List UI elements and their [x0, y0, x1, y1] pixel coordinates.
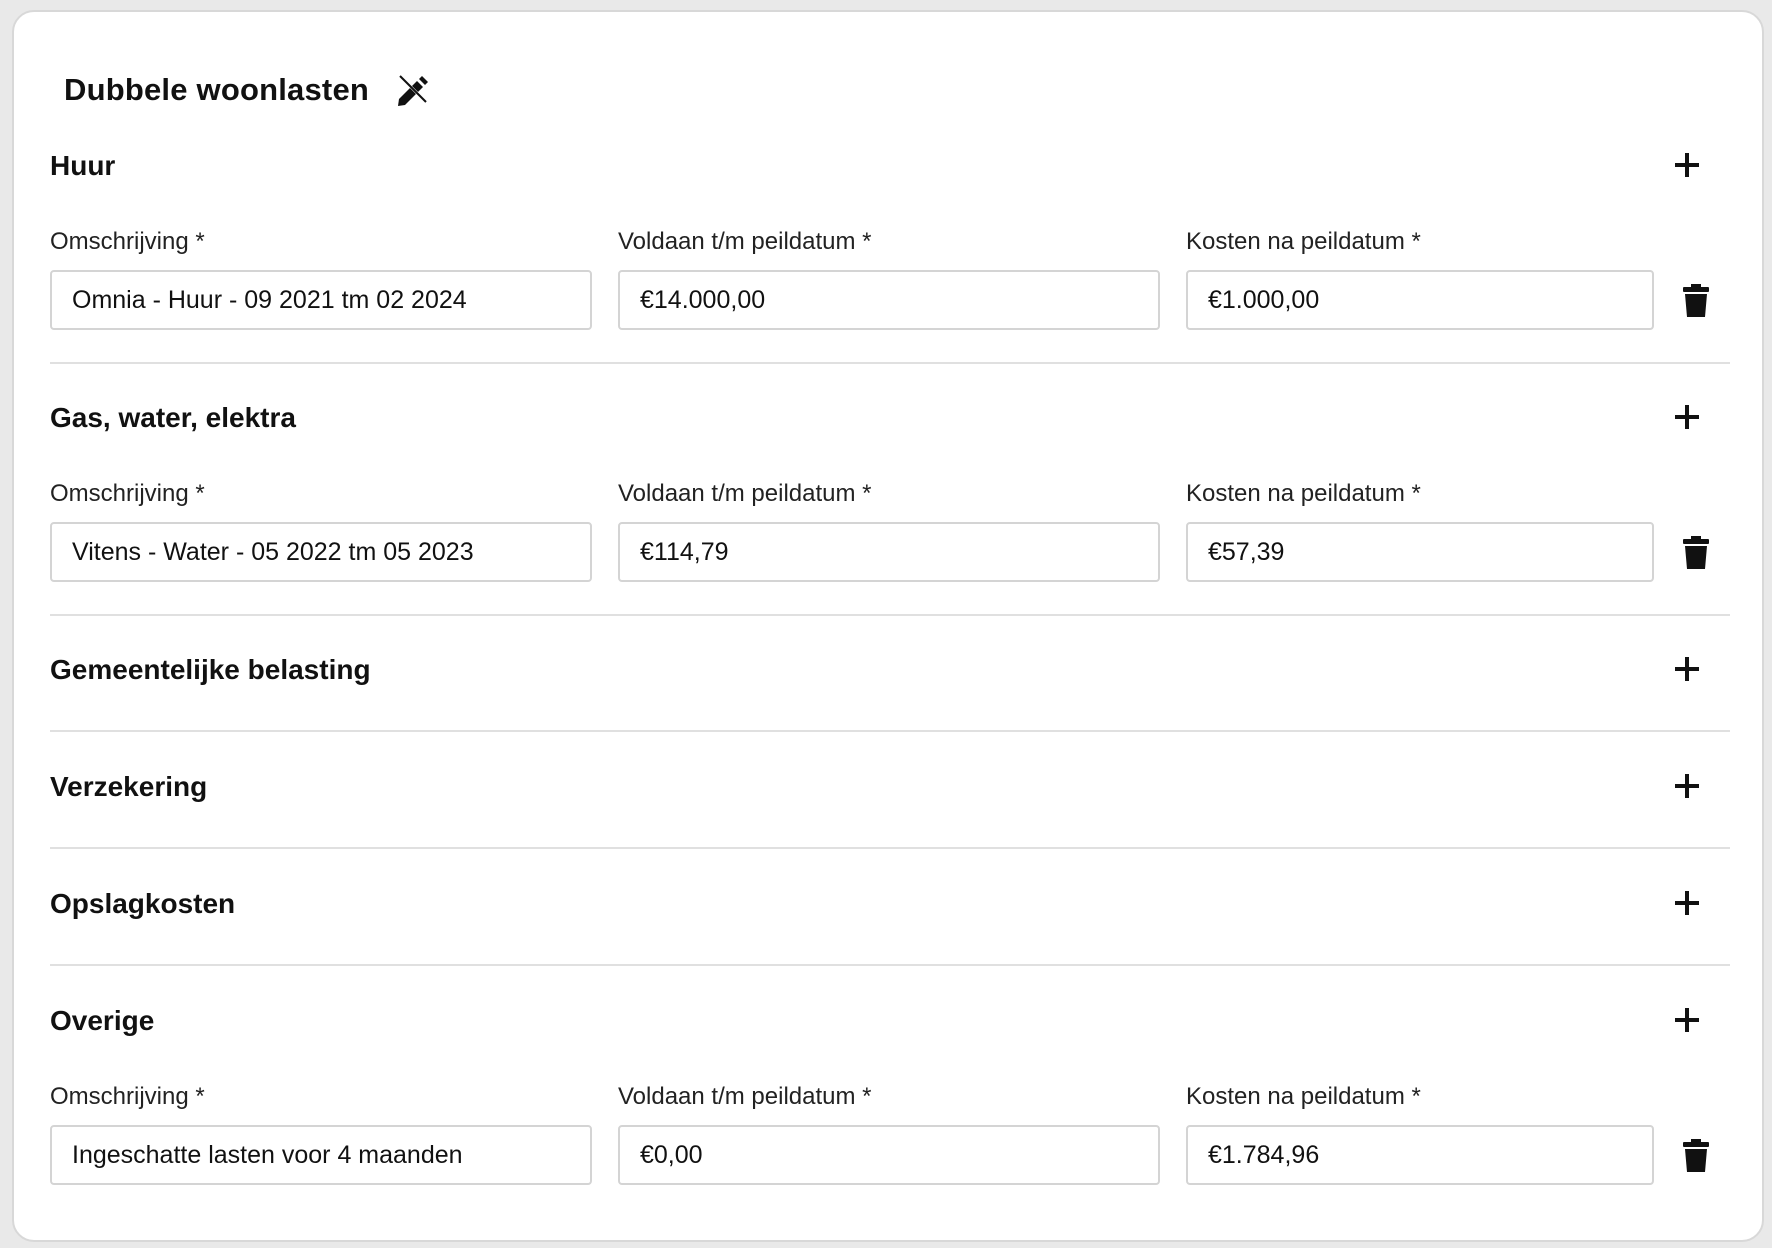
edit-pencil-icon[interactable] [395, 73, 429, 107]
divider [50, 730, 1730, 732]
divider [50, 964, 1730, 966]
voldaan-input[interactable] [618, 1125, 1160, 1185]
trash-icon [1682, 284, 1710, 318]
add-overige-button[interactable] [1672, 1005, 1702, 1035]
add-gas-water-elektra-button[interactable] [1672, 402, 1702, 432]
add-opslagkosten-button[interactable] [1672, 888, 1702, 918]
add-verzekering-button[interactable] [1672, 771, 1702, 801]
kosten-input[interactable] [1186, 270, 1654, 330]
label-omschrijving: Omschrijving * [50, 228, 205, 255]
section-huur [50, 150, 1730, 340]
section-title: Gemeentelijke belasting [50, 654, 371, 685]
label-voldaan: Voldaan t/m peildatum * [618, 228, 872, 255]
section-title: Gas, water, elektra [50, 402, 296, 433]
delete-row-button[interactable] [1682, 284, 1710, 318]
voldaan-input[interactable] [618, 522, 1160, 582]
trash-icon [1682, 1139, 1710, 1173]
section-title: Huur [50, 150, 116, 181]
trash-icon [1682, 536, 1710, 570]
omschrijving-input[interactable] [50, 1125, 592, 1185]
section-title: Overige [50, 1005, 155, 1036]
label-kosten: Kosten na peildatum * [1186, 228, 1421, 255]
section-overige [50, 1005, 1730, 1195]
kosten-input[interactable] [1186, 1125, 1654, 1185]
card-title: Dubbele woonlasten [64, 72, 370, 107]
divider [50, 847, 1730, 849]
section-verzekering [50, 771, 1730, 811]
omschrijving-input[interactable] [50, 270, 592, 330]
section-title: Opslagkosten [50, 888, 236, 919]
delete-row-button[interactable] [1682, 1139, 1710, 1173]
divider [50, 614, 1730, 616]
kosten-input[interactable] [1186, 522, 1654, 582]
divider [50, 362, 1730, 364]
add-gemeentelijke-belasting-button[interactable] [1672, 654, 1702, 684]
label-omschrijving: Omschrijving * [50, 480, 205, 507]
label-kosten: Kosten na peildatum * [1186, 480, 1421, 507]
label-omschrijving: Omschrijving * [50, 1083, 205, 1110]
label-voldaan: Voldaan t/m peildatum * [618, 480, 872, 507]
delete-row-button[interactable] [1682, 536, 1710, 570]
plus-icon [1672, 1005, 1702, 1035]
card-header [64, 72, 429, 108]
plus-icon [1672, 402, 1702, 432]
section-gas-water-elektra [50, 402, 1730, 592]
label-kosten: Kosten na peildatum * [1186, 1083, 1421, 1110]
plus-icon [1672, 888, 1702, 918]
section-opslagkosten [50, 888, 1730, 928]
add-huur-button[interactable] [1672, 150, 1702, 180]
plus-icon [1672, 654, 1702, 684]
omschrijving-input[interactable] [50, 522, 592, 582]
label-voldaan: Voldaan t/m peildatum * [618, 1083, 872, 1110]
voldaan-input[interactable] [618, 270, 1160, 330]
plus-icon [1672, 771, 1702, 801]
section-title: Verzekering [50, 771, 208, 802]
section-gemeentelijke-belasting [50, 654, 1730, 694]
plus-icon [1672, 150, 1702, 180]
